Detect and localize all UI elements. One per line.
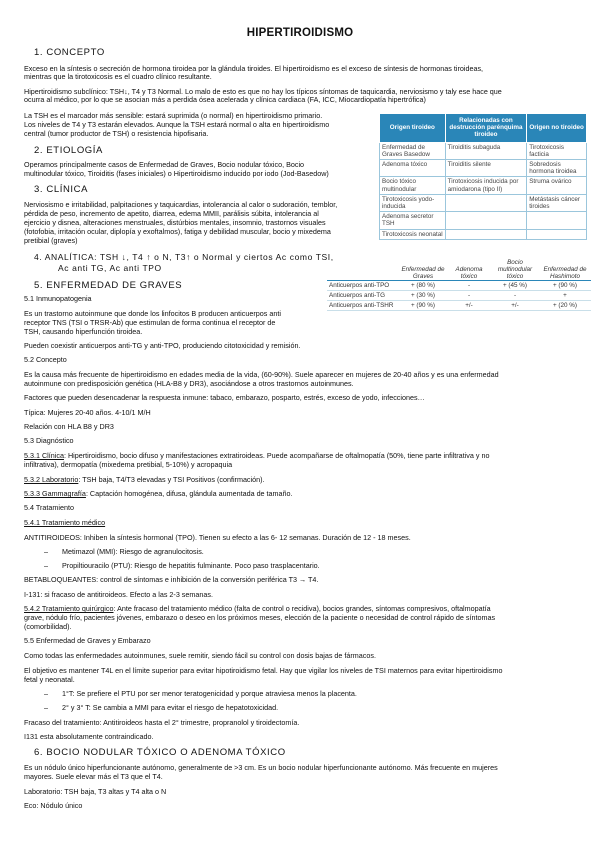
betabloqueantes-line: BETABLOQUEANTES: control de síntomas e inhibición de la conversión periférica T3 → T4. xyxy=(24,575,319,584)
section-heading-bocio: 6. BOCIO NODULAR TÓXICO O ADENOMA TÓXICO xyxy=(34,747,286,758)
table-cell: Tiroiditis silente xyxy=(445,160,527,177)
table-cell: + xyxy=(539,291,591,301)
table-cell: Adenoma secretor TSH xyxy=(380,212,446,229)
clinica-line: pérdida de peso, incremento de apetito, diarrea, edema MMII, parálisis súbita, intolerancia al xyxy=(24,209,319,218)
subheading-tratamiento: 5.4 Tratamiento xyxy=(24,503,74,512)
concepto-line: mientras que la tirotoxicosis es el cuadro clínico resultante. xyxy=(24,72,212,81)
table-cell: Bocio tóxico multinodular xyxy=(380,177,446,194)
subheading-concepto: 5.2 Concepto xyxy=(24,355,67,364)
text: Metimazol (MMI): Riesgo de agranulocitosis. xyxy=(62,547,204,556)
table-row xyxy=(380,177,587,194)
table-row xyxy=(380,194,587,211)
tsh-line: central (tumor productor de TSH) o resistencia hipofisaria. xyxy=(24,129,209,138)
table-cell: Anticuerpos anti-TSHR xyxy=(327,301,399,311)
etiology-table xyxy=(379,113,587,240)
table-row xyxy=(327,301,591,311)
table-cell: - xyxy=(447,291,491,301)
table-cell: + (90 %) xyxy=(539,281,591,291)
table-cell: Struma ovárico xyxy=(527,177,587,194)
graves-concepto-line: autoinmune con predisposición genética (HLA-B8 y DR3), asociándose a otros trastornos autoinmunes. xyxy=(24,379,354,388)
table-header: Origen no tiroideo xyxy=(527,114,587,143)
concepto-line: Exceso en la síntesis o secreción de hormona tiroidea por la glándula tiroides. El hipertiroidismo es el exceso de síntesis de hormonas tiroideas, xyxy=(24,64,484,73)
etiologia-line: multinodular tóxico, Tiroiditis (fases iniciales) o Hipertiroidismo inducido por iodo (Jod-Basedow) xyxy=(24,169,329,178)
subheading-diagnostico: 5.3 Diagnóstico xyxy=(24,436,74,445)
text: : TSH baja, T4/T3 elevadas y TSI Positivos (confirmación). xyxy=(78,475,265,484)
table-cell: +/- xyxy=(447,301,491,311)
table-cell: Tirotoxicosis yodo-inducida xyxy=(380,194,446,211)
label: 5.3.1 Clínica xyxy=(24,451,64,460)
inmunopatogenia-line: TSH, causando hiperfunción tiroidea. xyxy=(24,327,143,336)
table-header: Relacionadas con destrucción parénquima tiroideo xyxy=(445,114,527,143)
embarazo-line: fetal y neonatal. xyxy=(24,675,75,684)
bullet-item: – 1°T: Se prefiere el PTU por ser menor teratogenicidad y porque atraviesa menos la placenta. xyxy=(44,689,357,698)
table-header: Enfermedad de Graves xyxy=(399,259,447,281)
table-row xyxy=(380,229,587,239)
table-row xyxy=(327,291,591,301)
embarazo-line: I131 esta absolutamente contraindicado. xyxy=(24,732,154,741)
table-cell xyxy=(445,194,527,211)
antitiroideos-line: ANTITIROIDEOS: Inhiben la síntesis hormonal (TPO). Tienen su efecto a las 6- 12 semanas. Duración de 12 - 18 meses. xyxy=(24,533,411,542)
table-cell: + (20 %) xyxy=(539,301,591,311)
diagnostico-clinica: infiltrativa), dermopatía (mixedema pretibial, 5-10%) y acropaquia xyxy=(24,460,233,469)
inmunopatogenia-line: Pueden coexistir anticuerpos anti-TG y anti-TPO, produciendo citotoxicidad y remisión. xyxy=(24,341,301,350)
table-row xyxy=(327,281,591,291)
subclinico-line: Hipertiroidismo subclínico: TSH↓, T4 y T3 Normal. Lo malo de esto es que no hay los típicos síntomas de taquicardia, nerviosismo y taly ese hace que xyxy=(24,87,502,96)
table-cell: - xyxy=(447,281,491,291)
table-cell: Tirotoxicosis facticia xyxy=(527,142,587,159)
section-heading-graves: 5. ENFERMEDAD DE GRAVES xyxy=(34,280,183,291)
bocio-line: Eco: Nódulo único xyxy=(24,801,83,810)
table-cell: + (30 %) xyxy=(399,291,447,301)
table-cell: Adenoma tóxico xyxy=(380,160,446,177)
table-cell: Tiroiditis subaguda xyxy=(445,142,527,159)
table-cell: Anticuerpos anti-TPO xyxy=(327,281,399,291)
graves-concepto-line: Típica: Mujeres 20-40 años. 4-10/1 M/H xyxy=(24,408,151,417)
page-title: HIPERTIROIDISMO xyxy=(246,27,354,39)
table-cell xyxy=(527,229,587,239)
antibody-table xyxy=(327,259,591,311)
text: : Ante fracaso del tratamiento médico (falta de control o recidiva), bocios grandes, síntomas compresivos, oftalmopatía xyxy=(113,604,491,613)
text: 1°T: Se prefiere el PTU por ser menor teratogenicidad y porque atraviesa menos la placenta. xyxy=(62,689,357,698)
bocio-line: Es un nódulo único hiperfuncionante autónomo, generalmente de >3 cm. Es un bocio nodular hiperfuncionante autónomo. Más frecuente en mujeres xyxy=(24,763,498,772)
table-cell: - xyxy=(491,291,539,301)
tsh-line: La TSH es el marcador más sensible: estará suprimida (o normal) en hipertiroidismo primario. xyxy=(24,111,323,120)
section-heading-etiologia: 2. ETIOLOGÍA xyxy=(34,145,103,156)
tratamiento-quirurgico-line: grave, nódulo frío, pacientes jóvenes, embarazo o deseo en los próximos meses, elección de la paciente o necesidad de control rápido de síntomas xyxy=(24,613,496,622)
table-row xyxy=(380,142,587,159)
table-cell: +/- xyxy=(491,301,539,311)
table-cell xyxy=(445,229,527,239)
bullet-item: – 2° y 3° T: Se cambia a MMI para evitar el riesgo de hepatotoxicidad. xyxy=(44,703,279,712)
table-cell: Metástasis cáncer tiroides xyxy=(527,194,587,211)
subheading-embarazo: 5.5 Enfermedad de Graves y Embarazo xyxy=(24,636,151,645)
embarazo-line: El objetivo es mantener T4L en el límite superior para evitar hipotiroidismo fetal. Hay que vigilar los niveles de TSI maternos para evitar hipertiroidismo xyxy=(24,666,503,675)
inmunopatogenia-line: receptor TNS (TSI o TRSR-Ab) que estimulan de forma continua el receptor de xyxy=(24,318,276,327)
table-cell: + (90 %) xyxy=(399,301,447,311)
inmunopatogenia-line: Es un trastorno autoinmune que donde los linfocitos B producen anticuerpos anti xyxy=(24,309,281,318)
clinica-line: pretibial (graves) xyxy=(24,236,78,245)
table-cell: Tirotoxicosis inducida por amiodarona (tipo II) xyxy=(445,177,527,194)
table-cell: + (80 %) xyxy=(399,281,447,291)
table-cell: + (45 %) xyxy=(491,281,539,291)
clinica-line: (fotofobia, irritación ocular, diplopía y exoftalmos), fatiga y debilidad muscular, bocio y mixedema xyxy=(24,227,331,236)
table-cell: Anticuerpos anti-TG xyxy=(327,291,399,301)
label: 5.3.3 Gammagrafía xyxy=(24,489,86,498)
tratamiento-quirurgico-line: (comorbilidad). xyxy=(24,622,72,631)
analitica-line: Ac anti TG, Ac anti TPO xyxy=(58,263,162,273)
section-heading-analitica: 4. ANALÍTICA: TSH ↓, T4 ↑ o N, T3↑ o Normal y ciertos Ac como TSI, xyxy=(34,252,334,262)
table-cell xyxy=(445,212,527,229)
table-cell: Sobredosis hormona tiroidea xyxy=(527,160,587,177)
table-header xyxy=(327,259,399,281)
table-cell: Tirotoxicosis neonatal xyxy=(380,229,446,239)
table-cell xyxy=(527,212,587,229)
clinica-line: ejercicio y disnea, alteraciones menstruales, distúrbios mentales, insomnio, trastornos visuales xyxy=(24,218,326,227)
etiologia-line: Operamos principalmente casos de Enfermedad de Graves, Bocio nodular tóxico, Bocio xyxy=(24,160,305,169)
graves-concepto-line: Es la causa más frecuente de hipertiroidismo en edades media de la vida, (60-90%). Suele aparecer en mujeres de 20-40 años y es una enfermedad xyxy=(24,370,499,379)
table-header: Origen tiroideo xyxy=(380,114,446,143)
label: 5.3.2 Laboratorio xyxy=(24,475,79,484)
text: : Captación homogénea, difusa, glándula aumentada de tamaño. xyxy=(85,489,293,498)
text: Propiltiouracilo (PTU): Riesgo de hepatitis fulminante. Poco paso trasplacentario. xyxy=(62,561,320,570)
table-row xyxy=(380,160,587,177)
table-header: Enfermedad de Hashimoto xyxy=(539,259,591,281)
text: 2° y 3° T: Se cambia a MMI para evitar el riesgo de hepatotoxicidad. xyxy=(62,703,279,712)
diagnostico-gammagrafia xyxy=(24,490,293,499)
table-cell: Enfermedad de Graves Basedow xyxy=(380,142,446,159)
section-heading-concepto: 1. CONCEPTO xyxy=(34,47,105,58)
graves-concepto-line: Factores que pueden desencadenar la respuesta inmune: tabaco, embarazo, posparto, estrés, exceso de yodo, infecciones… xyxy=(24,393,425,402)
subclinico-line: ocurra al médico, por lo que se asocian más a perdida ósea acelerada y clínica cardiaca (FA, ICC, Miocardiopatía hipertrófica) xyxy=(24,95,426,104)
label: 5.4.2 Tratamiento quirúrgico xyxy=(24,604,114,613)
bocio-line: mayores. Suele elevar más el T3 que el T4. xyxy=(24,772,163,781)
bocio-line: Laboratorio: TSH baja, T3 altas y T4 alta o N xyxy=(24,787,167,796)
tsh-line: Los niveles de T4 y T3 estarán elevados. Aunque la TSH estará normal o alta en hipertiroidismo xyxy=(24,120,330,129)
text: : Hipertiroidismo, bocio difuso y manifestaciones extratiroideas. Puede acompañarse de oftalmopatía (50%, tiene parte infiltrativa y no xyxy=(63,451,490,460)
section-heading-clinica: 3. CLÍNICA xyxy=(34,184,89,195)
bullet-item: – Propiltiouracilo (PTU): Riesgo de hepatitis fulminante. Poco paso trasplacentario. xyxy=(44,561,320,570)
subheading-inmunopatogenia: 5.1 Inmunopatogenia xyxy=(24,294,92,303)
i131-line: I-131: si fracaso de antitiroideos. Efecto a las 2-3 semanas. xyxy=(24,590,213,599)
graves-concepto-line: Relación con HLA B8 y DR3 xyxy=(24,422,114,431)
diagnostico-laboratorio xyxy=(24,476,265,485)
table-row xyxy=(380,212,587,229)
table-header: Adenoma tóxico xyxy=(447,259,491,281)
embarazo-line: Fracaso del tratamiento: Antitiroideos hasta el 2° trimestre, propranolol y tiroidectomía. xyxy=(24,718,300,727)
table-header: Bocio multinodular tóxico xyxy=(491,259,539,281)
embarazo-line: Como todas las enfermedades autoinmunes, suele remitir, siendo fácil su control con dosis bajas de fármacos. xyxy=(24,651,376,660)
subheading-tratamiento-medico: 5.4.1 Tratamiento médico xyxy=(24,518,106,527)
clinica-line: Nerviosismo e irritabilidad, palpitaciones y taquicardias, intolerancia al calor o sudoración, temblor, xyxy=(24,200,338,209)
bullet-item: – Metimazol (MMI): Riesgo de agranulocitosis. xyxy=(44,547,204,556)
